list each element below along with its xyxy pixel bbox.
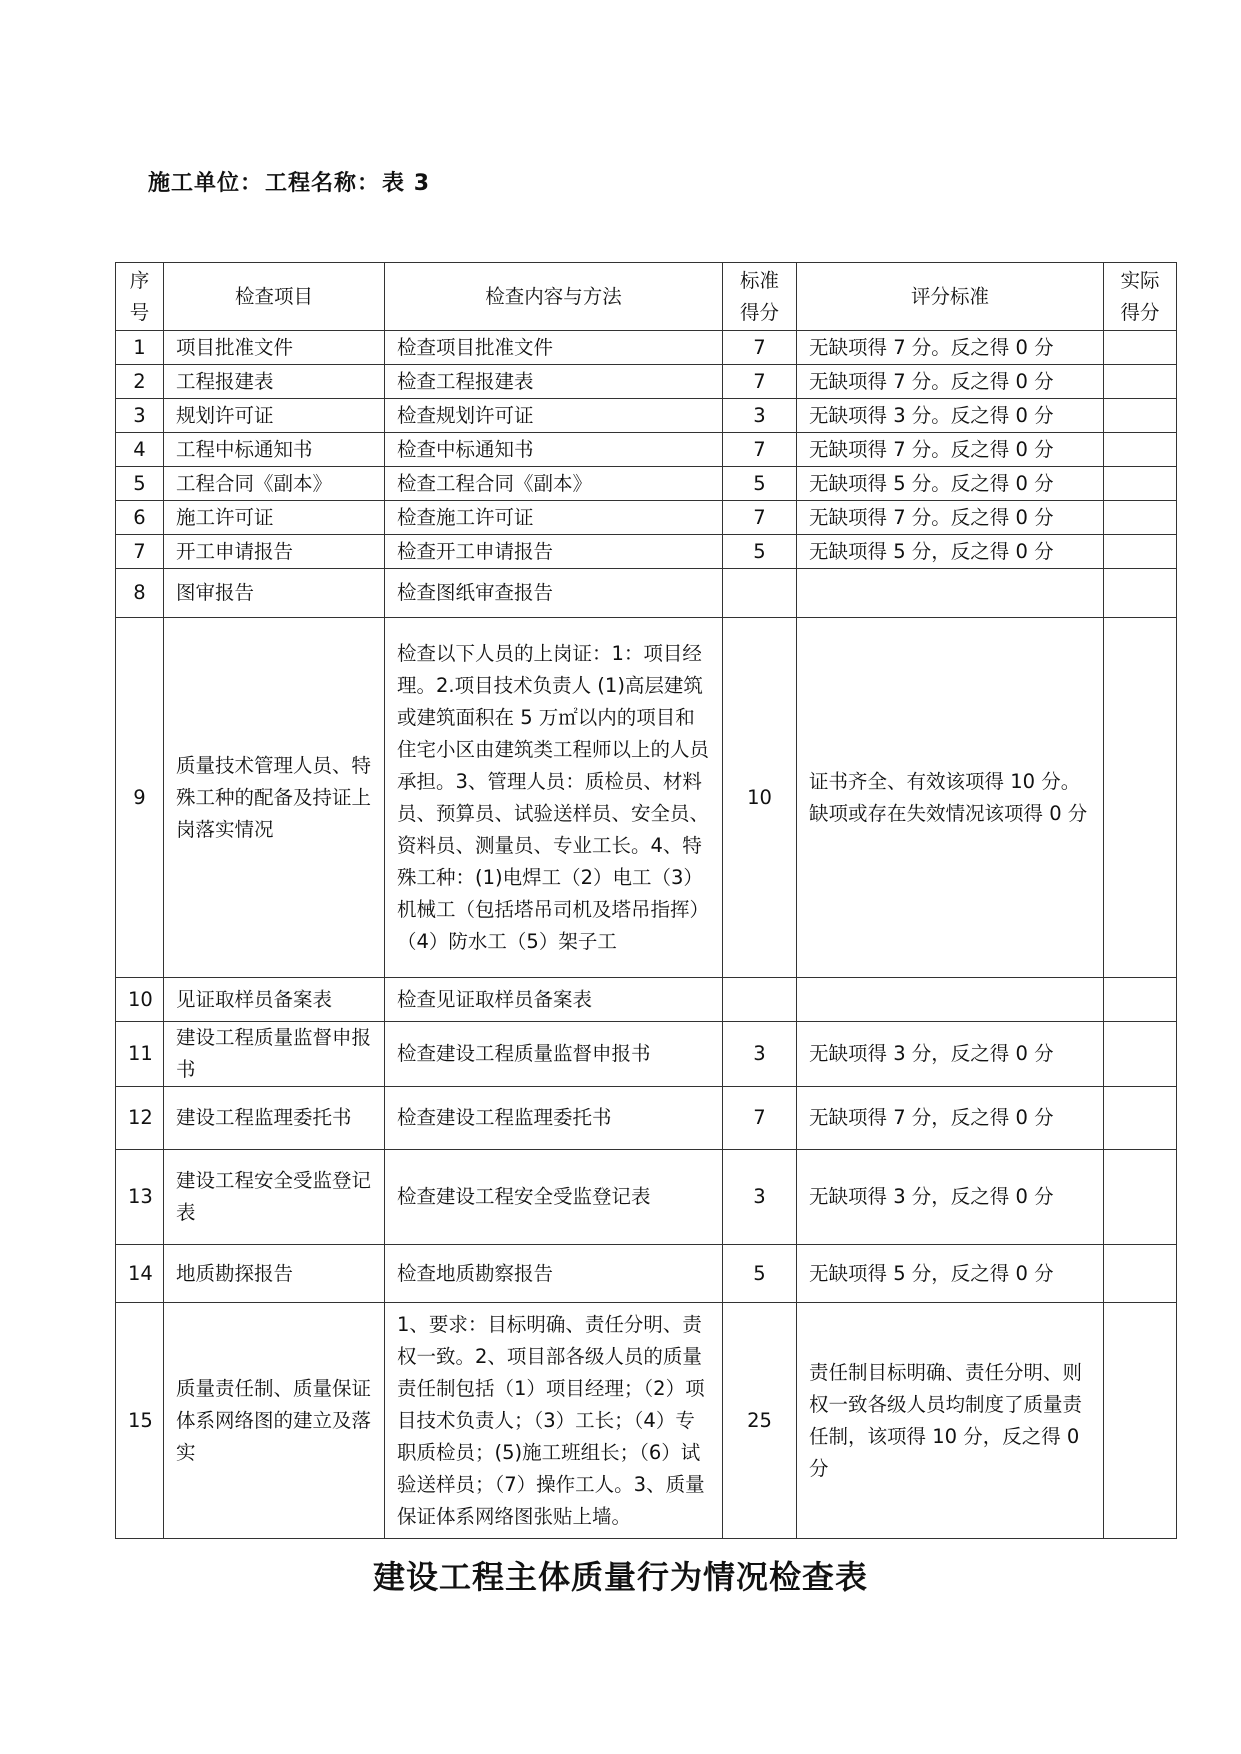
cell-no: 6 [116,501,164,535]
cell-item: 建设工程监理委托书 [164,1087,385,1150]
table-row [116,1087,1177,1150]
cell-method: 检查建设工程监理委托书 [385,1087,723,1150]
table-row [116,1303,1177,1539]
cell-actual-score [1104,1245,1177,1303]
table-row [116,618,1177,978]
cell-item: 施工许可证 [164,501,385,535]
cell-actual-score [1104,399,1177,433]
cell-item: 规划许可证 [164,399,385,433]
cell-criteria: 无缺项得 3 分，反之得 0 分 [797,1022,1104,1087]
col-header-item: 检查项目 [164,263,385,331]
cell-method: 检查地质勘察报告 [385,1245,723,1303]
cell-actual-score [1104,535,1177,569]
cell-criteria: 无缺项得 3 分，反之得 0 分 [797,1150,1104,1245]
document-title: 建设工程主体质量行为情况检查表 [372,1558,868,1596]
cell-method: 检查项目批准文件 [385,331,723,365]
project-name-label: 工程名称： [265,171,381,196]
cell-item: 工程报建表 [164,365,385,399]
cell-criteria [797,978,1104,1022]
cell-standard-score: 3 [723,399,797,433]
cell-standard-score: 7 [723,331,797,365]
cell-standard-score: 10 [723,618,797,978]
col-header-method: 检查内容与方法 [385,263,723,331]
cell-no: 11 [116,1022,164,1087]
cell-actual-score [1104,501,1177,535]
cell-method: 检查见证取样员备案表 [385,978,723,1022]
cell-item: 工程合同《副本》 [164,467,385,501]
cell-item: 质量技术管理人员、特殊工种的配备及持证上岗落实情况 [164,618,385,978]
cell-actual-score [1104,467,1177,501]
cell-standard-score: 5 [723,535,797,569]
cell-item: 建设工程安全受监登记表 [164,1150,385,1245]
table-row [116,1022,1177,1087]
table-header-row [116,263,1177,331]
col-header-standard-score: 标准得分 [723,263,797,331]
cell-method: 检查规划许可证 [385,399,723,433]
cell-standard-score: 7 [723,501,797,535]
header-line [148,166,430,197]
cell-actual-score [1104,569,1177,618]
cell-no: 1 [116,331,164,365]
col-header-no: 序号 [116,263,164,331]
cell-actual-score [1104,978,1177,1022]
cell-method: 检查中标通知书 [385,433,723,467]
cell-standard-score: 7 [723,433,797,467]
cell-item: 工程中标通知书 [164,433,385,467]
cell-no: 14 [116,1245,164,1303]
cell-method: 检查工程合同《副本》 [385,467,723,501]
cell-method: 检查施工许可证 [385,501,723,535]
cell-method: 检查以下人员的上岗证：1：项目经理。2.项目技术负责人 (1)高层建筑或建筑面积在 5 万㎡以内的项目和住宅小区由建筑类工程师以上的人员承担。3、管理人员：质检员、材料员、预算员、试验送样员、安全员、资料员、测量员、专业工长。4、特殊工种：(1)电焊工（2）电工（3）机械工（包括塔吊司机及塔吊指挥）（4）防水工（5）架子工 [385,618,723,978]
cell-criteria: 无缺项得 7 分。反之得 0 分 [797,501,1104,535]
cell-standard-score: 3 [723,1022,797,1087]
cell-no: 5 [116,467,164,501]
cell-item: 建设工程质量监督申报书 [164,1022,385,1087]
cell-criteria: 无缺项得 5 分，反之得 0 分 [797,535,1104,569]
cell-actual-score [1104,1303,1177,1539]
cell-actual-score [1104,1150,1177,1245]
cell-method: 检查建设工程质量监督申报书 [385,1022,723,1087]
table-number-label: 表 3 [382,171,430,196]
col-header-criteria: 评分标准 [797,263,1104,331]
col-header-actual-score: 实际得分 [1104,263,1177,331]
cell-actual-score [1104,331,1177,365]
cell-criteria: 无缺项得 5 分，反之得 0 分 [797,1245,1104,1303]
table-row [116,535,1177,569]
table-row [116,1245,1177,1303]
cell-criteria [797,569,1104,618]
cell-no: 2 [116,365,164,399]
cell-item: 开工申请报告 [164,535,385,569]
cell-method: 检查开工申请报告 [385,535,723,569]
cell-standard-score [723,978,797,1022]
cell-method: 检查图纸审查报告 [385,569,723,618]
cell-criteria: 责任制目标明确、责任分明、则权一致各级人员均制度了质量责任制，该项得 10 分，反之得 0 分 [797,1303,1104,1539]
cell-item: 项目批准文件 [164,331,385,365]
cell-criteria: 无缺项得 7 分。反之得 0 分 [797,433,1104,467]
cell-method: 1、要求：目标明确、责任分明、责权一致。2、项目部各级人员的质量责任制包括（1）项目经理；（2）项目技术负责人；（3）工长；（4）专职质检员；(5)施工班组长；（6）试验送样员；（7）操作工人。3、质量保证体系网络图张贴上墙。 [385,1303,723,1539]
cell-no: 7 [116,535,164,569]
cell-standard-score [723,569,797,618]
table-row [116,399,1177,433]
cell-actual-score [1104,1022,1177,1087]
cell-standard-score: 5 [723,467,797,501]
table-row [116,569,1177,618]
cell-no: 10 [116,978,164,1022]
table-row [116,467,1177,501]
cell-no: 12 [116,1087,164,1150]
cell-method: 检查工程报建表 [385,365,723,399]
cell-standard-score: 3 [723,1150,797,1245]
table-row [116,365,1177,399]
cell-standard-score: 7 [723,1087,797,1150]
cell-method: 检查建设工程安全受监登记表 [385,1150,723,1245]
cell-criteria: 证书齐全、有效该项得 10 分。缺项或存在失效情况该项得 0 分 [797,618,1104,978]
table-row [116,1150,1177,1245]
cell-item: 地质勘探报告 [164,1245,385,1303]
cell-actual-score [1104,365,1177,399]
cell-no: 3 [116,399,164,433]
cell-no: 13 [116,1150,164,1245]
table-row [116,501,1177,535]
inspection-table [115,262,1177,1539]
table-row [116,331,1177,365]
cell-standard-score: 5 [723,1245,797,1303]
cell-no: 8 [116,569,164,618]
cell-actual-score [1104,618,1177,978]
table-row [116,433,1177,467]
table-row [116,978,1177,1022]
cell-standard-score: 25 [723,1303,797,1539]
cell-item: 见证取样员备案表 [164,978,385,1022]
cell-criteria: 无缺项得 7 分，反之得 0 分 [797,1087,1104,1150]
cell-criteria: 无缺项得 7 分。反之得 0 分 [797,331,1104,365]
cell-criteria: 无缺项得 3 分。反之得 0 分 [797,399,1104,433]
cell-no: 4 [116,433,164,467]
construction-unit-label: 施工单位： [148,171,264,196]
cell-criteria: 无缺项得 7 分。反之得 0 分 [797,365,1104,399]
cell-actual-score [1104,1087,1177,1150]
cell-standard-score: 7 [723,365,797,399]
cell-no: 15 [116,1303,164,1539]
cell-item: 质量责任制、质量保证体系网络图的建立及落实 [164,1303,385,1539]
cell-actual-score [1104,433,1177,467]
cell-criteria: 无缺项得 5 分。反之得 0 分 [797,467,1104,501]
cell-no: 9 [116,618,164,978]
cell-item: 图审报告 [164,569,385,618]
